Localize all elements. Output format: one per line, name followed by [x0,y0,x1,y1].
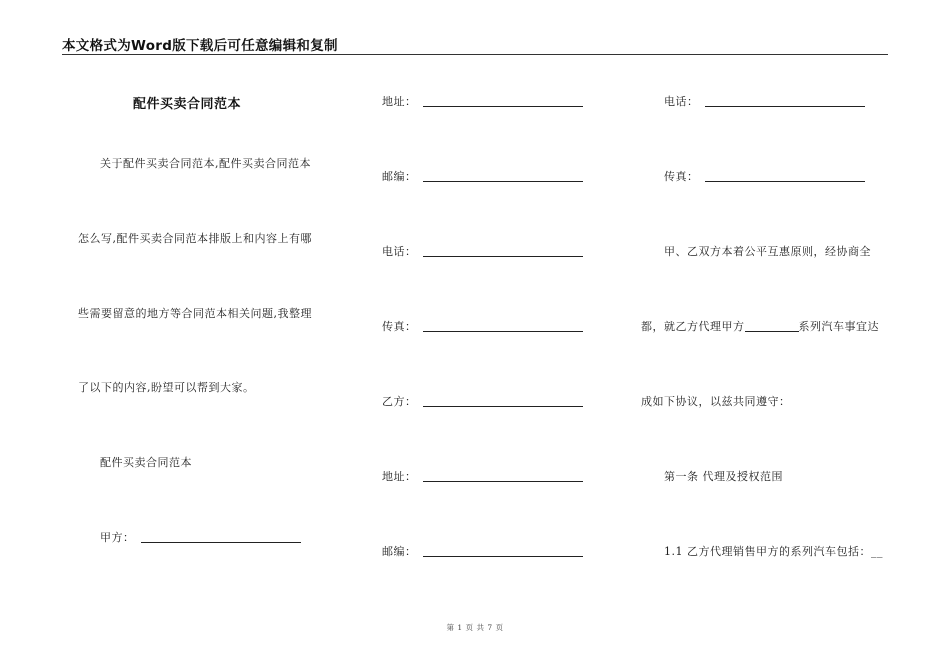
fax-label-1: 传真： [382,320,417,333]
document-title: 配件买卖合同范本 [133,97,242,112]
intro-line-2: 怎么写,配件买卖合同范本排版上和内容上有哪 [78,232,312,245]
address-label-1: 地址： [382,95,417,108]
intro-line-1: 关于配件买卖合同范本,配件买卖合同范本 [100,157,311,170]
header-text: 本文格式为Word版下载后可任意编辑和复制 [62,38,338,54]
body-line-2 [641,318,879,334]
address-field-2 [382,468,583,484]
fax-label-2: 传真： [664,170,699,183]
phone-label-2: 电话： [664,95,699,108]
page-header [62,34,888,55]
address-blank-2 [423,469,583,482]
fax-blank-2 [705,169,865,182]
phone-blank-1 [423,244,583,257]
fax-blank-1 [423,319,583,332]
postcode-field-2 [382,543,583,559]
postcode-blank-2 [423,544,583,557]
address-label-2: 地址： [382,470,417,483]
phone-blank-2 [705,94,865,107]
body-line-2-end: 系列汽车事宜达 [798,320,879,333]
postcode-label-1: 邮编： [382,170,417,183]
body-line-2-start: 都，就乙方代理甲方 [641,320,745,333]
postcode-label-2: 邮编： [382,545,417,558]
party-b-blank [423,394,583,407]
address-blank-1 [423,94,583,107]
phone-label-1: 电话： [382,245,417,258]
intro-line-3: 些需要留意的地方等合同范本相关问题,我整理 [78,307,312,320]
article-1-heading: 第一条 代理及授权范围 [664,470,783,483]
party-b-label: 乙方： [382,395,417,408]
series-blank [745,319,799,332]
clause-1-1: 1.1 乙方代理销售甲方的系列汽车包括：__ [664,545,883,558]
body-line-1: 甲、乙双方本着公平互惠原则，经协商全 [664,245,871,258]
fax-field-1 [382,318,583,334]
intro-line-4: 了以下的内容,盼望可以帮到大家。 [78,381,255,394]
fax-field-2 [664,168,865,184]
address-field-1 [382,93,583,109]
contract-subtitle: 配件买卖合同范本 [100,456,192,469]
party-a-blank [141,530,301,543]
party-a-label: 甲方： [100,531,135,544]
party-b-field [382,393,583,409]
postcode-blank-1 [423,169,583,182]
page-footer: 第 1 页 共 7 页 [446,623,504,632]
phone-field-1 [382,243,583,259]
party-a-field [100,529,301,545]
postcode-field-1 [382,168,583,184]
phone-field-2 [664,93,865,109]
body-line-3: 成如下协议，以兹共同遵守： [641,395,791,408]
